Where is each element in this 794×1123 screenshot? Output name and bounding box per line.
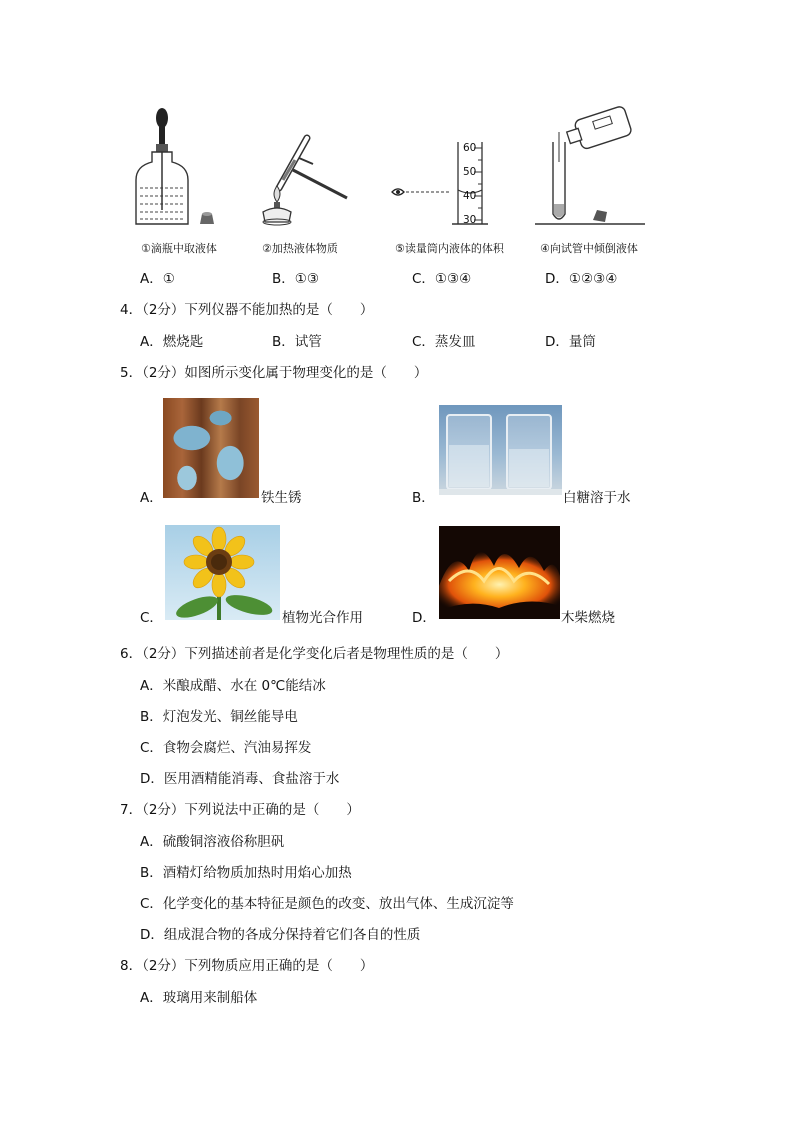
cylinder-tick-40: 40 (463, 190, 477, 202)
q4-option-d: D．量筒 (545, 334, 596, 350)
q7-option-d: D．组成混合物的各成分保持着它们各自的性质 (140, 927, 421, 943)
figure-caption-3: ⑤读量筒内液体的体积 (395, 242, 504, 255)
heating-test-tube-figure (255, 128, 355, 228)
q5-option-d-label: 木柴燃烧 (561, 610, 615, 626)
q4-option-b: B．试管 (272, 334, 322, 350)
q5-option-b-label: 白糖溶于水 (563, 490, 631, 506)
q4-stem: 4．（2分）下列仪器不能加热的是（ ） (120, 302, 374, 318)
cylinder-tick-60: 60 (463, 142, 477, 154)
q4-option-a: A．燃烧匙 (140, 334, 204, 350)
figure-caption-4: ④向试管中倾倒液体 (540, 242, 638, 255)
q5-option-b-letter: B． (412, 490, 435, 506)
q5-option-a-letter: A． (140, 490, 163, 506)
q7-option-c: C．化学变化的基本特征是颜色的改变、放出气体、生成沉淀等 (140, 896, 514, 912)
q4-option-c: C．蒸发皿 (412, 334, 476, 350)
q7-option-b: B．酒精灯给物质加热时用焰心加热 (140, 865, 352, 881)
rusty-iron-photo (163, 398, 259, 498)
figure-caption-1: ①滴瓶中取液体 (141, 242, 217, 255)
q3-option-d: D．①②③④ (545, 271, 618, 287)
q6-option-b: B．灯泡发光、铜丝能导电 (140, 709, 298, 725)
beakers-photo (439, 405, 562, 495)
q6-option-d: D．医用酒精能消毒、食盐溶于水 (140, 771, 340, 787)
cylinder-tick-50: 50 (463, 166, 477, 178)
q5-option-c-letter: C． (140, 610, 163, 626)
q5-option-a-label: 铁生锈 (261, 490, 302, 506)
q6-option-c: C．食物会腐烂、汽油易挥发 (140, 740, 312, 756)
q6-option-a: A．米酿成醋、水在 0℃能结冰 (140, 678, 326, 694)
q6-stem: 6．（2分）下列描述前者是化学变化后者是物理性质的是（ ） (120, 646, 509, 662)
cylinder-tick-30: 30 (463, 214, 477, 226)
dropper-bottle-figure (130, 100, 225, 230)
q3-option-c: C．①③④ (412, 271, 472, 287)
q5-option-d-letter: D． (412, 610, 436, 626)
q7-option-a: A．硫酸铜溶液俗称胆矾 (140, 834, 285, 850)
sunflower-photo (165, 525, 280, 620)
fire-photo (439, 526, 560, 619)
pouring-liquid-figure (535, 102, 645, 230)
q3-option-a: A．① (140, 271, 175, 287)
q8-option-a: A．玻璃用来制船体 (140, 990, 258, 1006)
figure-caption-2: ②加热液体物质 (262, 242, 338, 255)
q7-stem: 7．（2分）下列说法中正确的是（ ） (120, 802, 360, 818)
q3-option-b: B．①③ (272, 271, 319, 287)
q5-option-c-label: 植物光合作用 (282, 610, 363, 626)
q5-stem: 5．（2分）如图所示变化属于物理变化的是（ ） (120, 365, 428, 381)
q8-stem: 8．（2分）下列物质应用正确的是（ ） (120, 958, 374, 974)
